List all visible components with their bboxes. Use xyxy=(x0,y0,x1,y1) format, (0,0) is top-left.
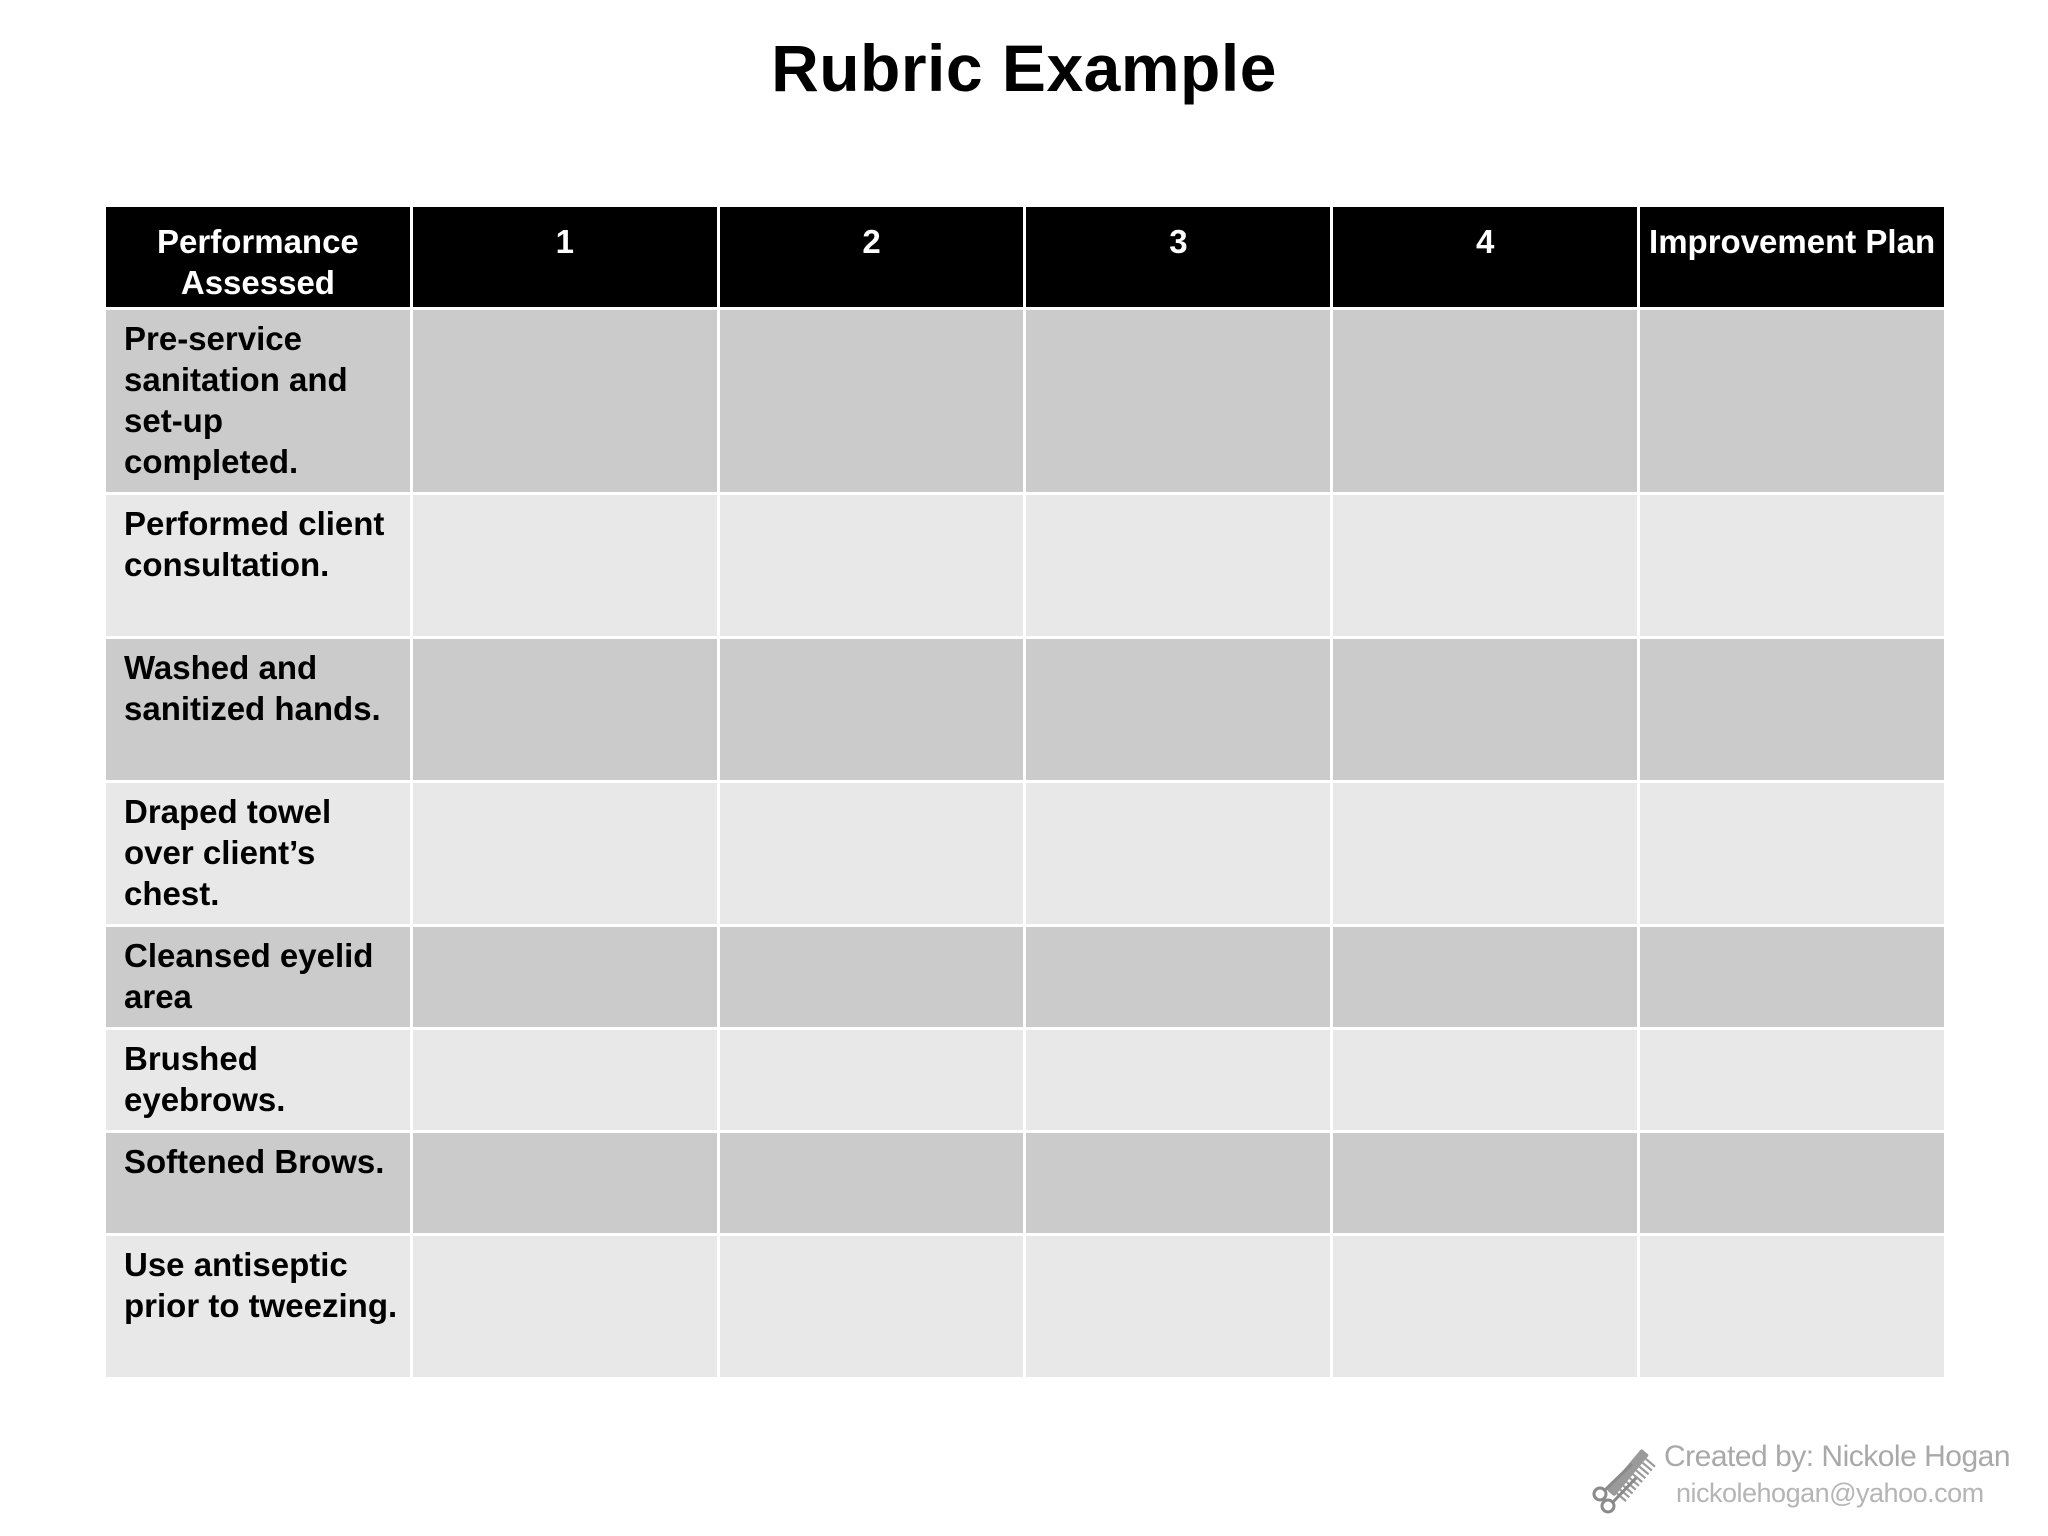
score-2-cell xyxy=(720,310,1024,492)
rubric-table xyxy=(103,204,1947,1380)
criterion-label: Brushed eyebrows. xyxy=(106,1030,410,1130)
improvement-plan-cell xyxy=(1640,310,1944,492)
improvement-plan-cell xyxy=(1640,927,1944,1027)
score-1-cell xyxy=(413,1236,717,1377)
improvement-plan-cell xyxy=(1640,1133,1944,1233)
score-3-cell xyxy=(1026,1236,1330,1377)
criterion-label: Performed client consultation. xyxy=(106,495,410,636)
score-4-cell xyxy=(1333,783,1637,924)
improvement-plan-cell xyxy=(1640,1236,1944,1377)
improvement-plan-cell xyxy=(1640,1030,1944,1130)
score-4-cell xyxy=(1333,1133,1637,1233)
score-1-cell xyxy=(413,783,717,924)
score-3-cell xyxy=(1026,495,1330,636)
header-row xyxy=(106,207,1944,307)
score-3-cell xyxy=(1026,310,1330,492)
comb-scissors-icon xyxy=(1588,1440,1658,1516)
score-1-cell xyxy=(413,927,717,1027)
score-2-cell xyxy=(720,1030,1024,1130)
improvement-plan-cell xyxy=(1640,495,1944,636)
score-1-cell xyxy=(413,495,717,636)
table-row xyxy=(106,783,1944,924)
criterion-label: Washed and sanitized hands. xyxy=(106,639,410,780)
score-2-cell xyxy=(720,927,1024,1027)
score-4-cell xyxy=(1333,495,1637,636)
criterion-label: Pre-service sanitation and set-up completed. xyxy=(106,310,410,492)
table-row xyxy=(106,310,1944,492)
table-row xyxy=(106,1030,1944,1130)
score-2-cell xyxy=(720,1236,1024,1377)
score-3-cell xyxy=(1026,1133,1330,1233)
score-2-cell xyxy=(720,495,1024,636)
header-improvement-plan: Improvement Plan xyxy=(1640,207,1944,307)
score-2-cell xyxy=(720,639,1024,780)
score-4-cell xyxy=(1333,927,1637,1027)
criterion-label: Cleansed eyelid area xyxy=(106,927,410,1027)
score-1-cell xyxy=(413,639,717,780)
score-4-cell xyxy=(1333,1236,1637,1377)
score-4-cell xyxy=(1333,1030,1637,1130)
header-score-3: 3 xyxy=(1026,207,1330,307)
score-1-cell xyxy=(413,310,717,492)
header-performance-assessed: Performance Assessed xyxy=(106,207,410,307)
score-1-cell xyxy=(413,1030,717,1130)
improvement-plan-cell xyxy=(1640,639,1944,780)
score-3-cell xyxy=(1026,783,1330,924)
criterion-label: Use antiseptic prior to tweezing. xyxy=(106,1236,410,1377)
header-score-2: 2 xyxy=(720,207,1024,307)
creator-credit xyxy=(1588,1436,2011,1516)
improvement-plan-cell xyxy=(1640,783,1944,924)
header-score-1: 1 xyxy=(413,207,717,307)
table-row xyxy=(106,1236,1944,1377)
score-3-cell xyxy=(1026,639,1330,780)
score-2-cell xyxy=(720,783,1024,924)
criterion-label: Draped towel over client’s chest. xyxy=(106,783,410,924)
table-row xyxy=(106,495,1944,636)
table-row xyxy=(106,1133,1944,1233)
credit-author: Created by: Nickole Hogan xyxy=(1664,1440,2011,1473)
credit-email: nickolehogan@yahoo.com xyxy=(1676,1478,1984,1508)
score-4-cell xyxy=(1333,639,1637,780)
score-3-cell xyxy=(1026,1030,1330,1130)
header-score-4: 4 xyxy=(1333,207,1637,307)
score-3-cell xyxy=(1026,927,1330,1027)
score-4-cell xyxy=(1333,310,1637,492)
criterion-label: Softened Brows. xyxy=(106,1133,410,1233)
score-2-cell xyxy=(720,1133,1024,1233)
table-row xyxy=(106,927,1944,1027)
score-1-cell xyxy=(413,1133,717,1233)
table-row xyxy=(106,639,1944,780)
page-title: Rubric Example xyxy=(771,31,1277,105)
